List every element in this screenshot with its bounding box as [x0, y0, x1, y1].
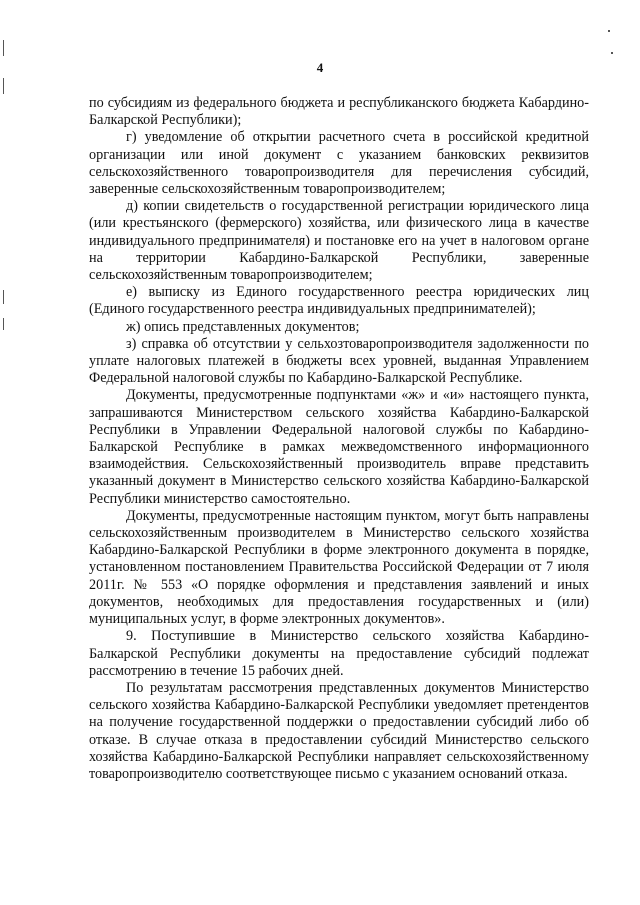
paragraph-requested-documents: Документы, предусмотренные подпунктами «ж» и «и» настоящего пункта, запрашиваются Министерством сельского хозяйства Кабардино-Балкарской Республики в Управлении Федеральной налоговой службы по Кабардино-Балкарской Республике в рамках межведомственного информационного взаимодействия. Сельскохозяйственный производитель вправе представить указанный документ в Министерство сельского хозяйства Кабардино-Балкарской Республики министерство самостоятельно. [89, 387, 589, 507]
scan-edge-mark [3, 40, 4, 56]
scan-edge-mark [3, 78, 4, 94]
paragraph-item-zh: ж) опись представленных документов; [126, 318, 360, 335]
paragraph-clause-9: 9. Поступившие в Министерство сельского хозяйства Кабардино-Балкарской Республики документы на предоставление субсидий подлежат рассмотрению в течение 15 рабочих дней. [89, 628, 589, 679]
scan-edge-mark [3, 318, 4, 330]
paragraph-electronic-submission: Документы, предусмотренные настоящим пунктом, могут быть направлены сельскохозяйственным производителем в Министерство сельского хозяйства Кабардино-Балкарской Республики в форме электронного документа в порядке, установленном постановлением Правительства Российской Федерации от 7 июля 2011г. № 553 «О порядке оформления и представления заявлений и иных документов, необходимых для предоставления государственных и (или) муниципальных услуг, в форме электронных документов». [89, 507, 589, 628]
scan-edge-mark [3, 290, 4, 304]
scan-speck [608, 30, 610, 32]
paragraph-review-results: По результатам рассмотрения представленных документов Министерство сельского хозяйства Кабардино-Балкарской Республики уведомляет претендентов на получение государственной поддержки о предоставлении субсидий либо об отказе. В случае отказа в предоставлении субсидий Министерство сельского хозяйства Кабардино-Балкарской Республики направляет сельскохозяйственному товаропроизводителю соответствующее письмо с указанием оснований отказа. [89, 679, 589, 782]
paragraph-item-d: д) копии свидетельств о государственной регистрации юридического лица (или крестьянского (фермерского) хозяйства, или физического лица в качестве индивидуального предпринимателя) и постановке его на учет в налоговом органе на территории Кабардино-Балкарской Республики, заверенные сельскохозяйственным товаропроизводителем; [89, 198, 589, 284]
paragraph-item-g: г) уведомление об открытии расчетного счета в российской кредитной организации или иной документ с указанием банковских реквизитов сельскохозяйственного товаропроизводителя для перечисления субсидий, заверенные сельскохозяйственным товаропроизводителем; [89, 129, 589, 198]
paragraph-item-e: е) выписку из Единого государственного реестра юридических лиц (Единого государственного реестра индивидуальных предпринимателей); [89, 284, 589, 318]
paragraph-item-z: з) справка об отсутствии у сельхозтоваропроизводителя задолженности по уплате налоговых платежей в бюджеты всех уровней, выданная Управлением Федеральной налоговой службы по Кабардино-Балкарской Республике. [89, 335, 589, 387]
paragraph-subsidies-continuation: по субсидиям из федерального бюджета и республиканского бюджета Кабардино-Балкарской Республики); [89, 95, 589, 129]
scan-speck [611, 52, 613, 54]
document-body [89, 95, 589, 783]
page-number: 4 [316, 60, 324, 75]
